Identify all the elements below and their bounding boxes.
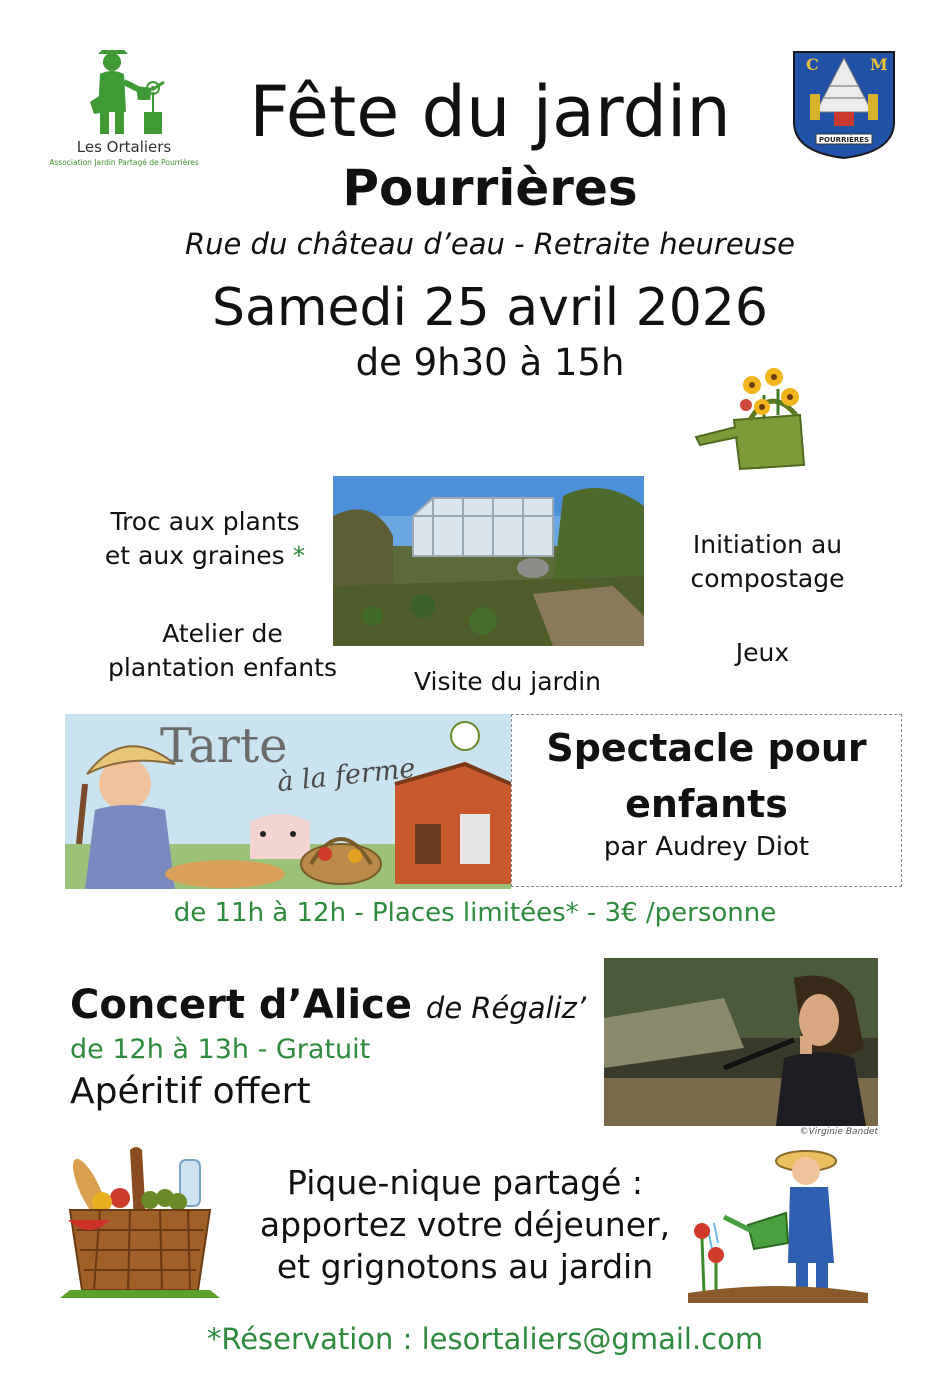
- picnic-line3: et grignotons au jardin: [276, 1247, 654, 1286]
- svg-text:C: [806, 55, 819, 74]
- org-name: Les Ortaliers: [76, 138, 172, 156]
- reservation-contact[interactable]: *Réservation : lesortaliers@gmail.com: [206, 1322, 764, 1356]
- town-crest-icon: [790, 48, 898, 160]
- picnic-basket-icon: [50, 1140, 230, 1300]
- watering-can-icon: [692, 365, 817, 480]
- picnic-line1: Pique-nique partagé :: [287, 1163, 643, 1202]
- concert-title: [70, 980, 586, 1033]
- show-info: de 11h à 12h - Places limitées* - 3€ /personne: [173, 898, 777, 928]
- concert-name: Concert d’Alice: [70, 982, 412, 1028]
- town-name: Pourrières: [342, 159, 638, 217]
- concert-time: de 12h à 13h - Gratuit: [70, 1034, 371, 1065]
- show-title: [511, 720, 902, 832]
- troc-line2: [80, 539, 330, 573]
- concert-group: de Régaliz’: [425, 991, 587, 1025]
- troc-star: *: [292, 541, 306, 570]
- gardener-cartoon-icon: [688, 1143, 868, 1303]
- picnic-text: [240, 1162, 690, 1288]
- activity-visite: Visite du jardin: [413, 667, 602, 696]
- activity-jeux: Jeux: [735, 638, 790, 667]
- picnic-line2: apportez votre déjeuner,: [259, 1205, 671, 1244]
- concert-apero: Apéritif offert: [70, 1071, 311, 1112]
- show-title-line1: Spectacle pour: [546, 726, 867, 770]
- activity-troc: [80, 505, 330, 573]
- crest-letter-c: C: [806, 55, 819, 74]
- crest-banner: POURRIÈRES: [818, 136, 870, 144]
- show-title-line2: enfants: [625, 782, 788, 826]
- svg-text:POURRIÈRES: [819, 135, 869, 144]
- singer-photo: [604, 958, 878, 1126]
- greenhouse-photo: [333, 476, 644, 646]
- activity-compost: [675, 528, 860, 596]
- troc-line1: Troc aux plants: [110, 507, 300, 536]
- page-title: Fête du jardin: [249, 71, 731, 153]
- show-performer: par Audrey Diot: [603, 832, 810, 862]
- crest-letter-m: M: [870, 55, 888, 74]
- compost-line2: compostage: [690, 564, 845, 593]
- svg-text:M: [870, 55, 888, 74]
- event-hours: de 9h30 à 15h: [355, 341, 625, 384]
- banner-subtitle: à la ferme: [275, 752, 417, 799]
- banner-title: Tarte: [160, 718, 288, 774]
- tarte-a-la-ferme-banner: [65, 714, 511, 889]
- event-date: Samedi 25 avril 2026: [212, 278, 768, 338]
- compost-line1: Initiation au: [692, 530, 843, 559]
- atelier-line1: Atelier de: [162, 619, 283, 648]
- photo-credit: ©Virginie Bandet: [799, 1127, 878, 1137]
- atelier-line2: plantation enfants: [108, 653, 337, 682]
- org-subtitle: Association Jardin Partagé de Pourrières: [49, 158, 199, 167]
- activity-atelier: [95, 617, 350, 685]
- event-address: Rue du château d’eau - Retraite heureuse: [184, 227, 796, 261]
- troc-line2-text: et aux graines: [104, 541, 285, 570]
